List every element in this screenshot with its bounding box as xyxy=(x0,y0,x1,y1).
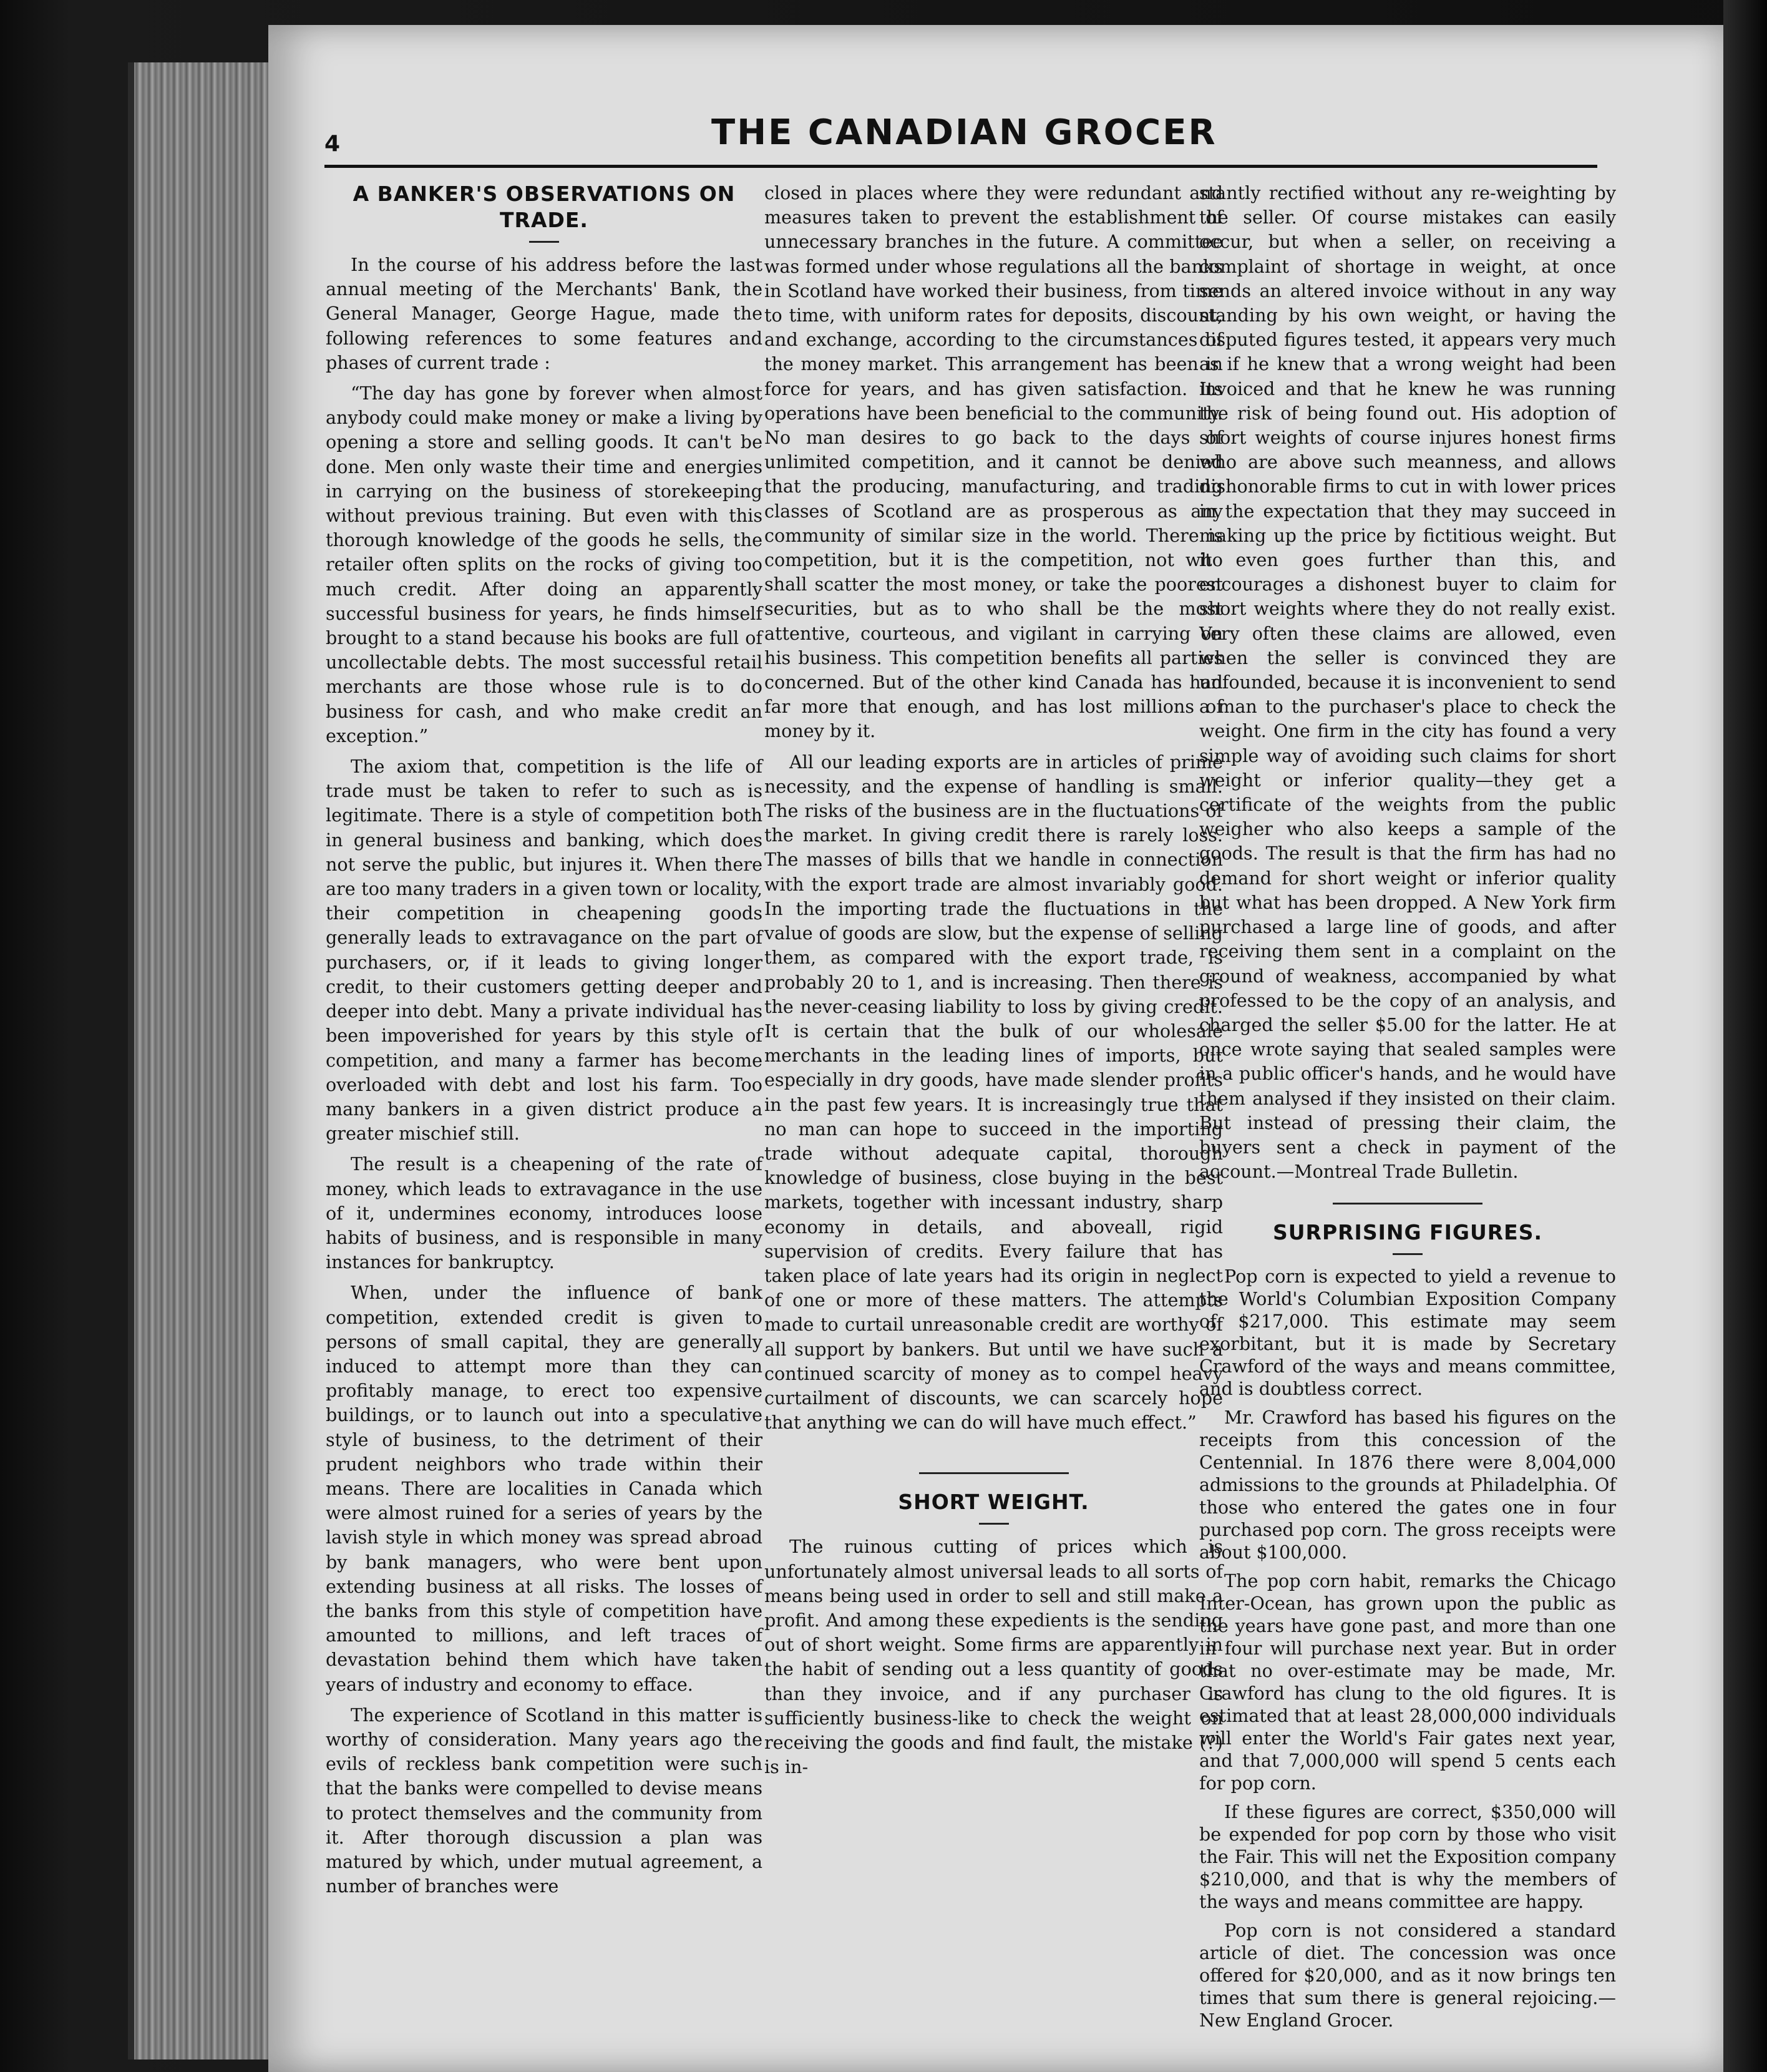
article-paragraph: When, under the influence of bank competition, extended credit is given to persons of small capital, they are generally induced to attempt more than they can profitably manage, to erect too expensive buildings, or to launch out into a speculative style of business, to the detriment of their prudent neighbors who trade within their means. There are localities in Canada which were almost ruined for a series of years by the lavish style in which money was spread abroad by bank managers, who were bent upon extending business at all risks. The losses of the banks from this style of competition have amounted to millions, and left traces of devastation behind them which have taken years of industry and economy to efface. xyxy=(326,1282,762,1695)
column-3 xyxy=(1199,181,1616,2031)
title-dash xyxy=(979,1523,1009,1525)
column-1 xyxy=(326,181,762,1899)
header-rule xyxy=(324,165,1597,168)
article-paragraph-continued: closed in places where they were redundant and measures taken to prevent the establishment of unnecessary branches in the future. A committee was formed under whose regulations all the banks in Scotland have worked their business, from time to time, with uniform rates for deposits, discount, and exchange, according to the circumstances of the money market. This arrangement has been in force for years, and has given satisfaction. Its operations have been beneficial to the community. No man desires to go back to the days of unlimited competition, and it cannot be denied that the producing, manufacturing, and trading classes of Scotland are as prosperous as any community of similar size in the world. There is competition, but it is the competition, not who shall scatter the most money, or take the poorest securities, but as to who shall be the most attentive, courteous, and vigilant in carrying on his business. This competition benefits all parties concerned. But of the other kind Canada has had far more that enough, and has lost millions of money by it. xyxy=(764,182,1223,742)
article-title-bankers-observations: A BANKER'S OBSERVATIONS ON TRADE. xyxy=(353,182,736,232)
article-paragraph: The result is a cheapening of the rate of money, which leads to extravagance in the use of it, undermines economy, introduces loose habits of business, and is responsible in many instances for bankruptcy. xyxy=(326,1153,762,1273)
article-separator xyxy=(919,1472,1069,1474)
article-separator xyxy=(1333,1203,1482,1205)
masthead-title: THE CANADIAN GROCER xyxy=(711,112,1217,153)
article-title-short-weight: SHORT WEIGHT. xyxy=(898,1490,1089,1515)
article-title-surprising-figures: SURPRISING FIGURES. xyxy=(1272,1220,1543,1245)
scan-right-border xyxy=(1723,0,1767,2072)
column-2 xyxy=(764,181,1223,1779)
book-page-edges xyxy=(128,62,278,2060)
article-paragraph: The experience of Scotland in this matter is worthy of consideration. Many years ago the evils of reckless bank competition were such that the banks were compelled to devise means to protect themselves and the community from it. After thorough discussion a plan was matured by which, under mutual agreement, a number of branches were xyxy=(326,1704,762,1897)
page-number: 4 xyxy=(324,131,341,157)
title-dash xyxy=(529,241,559,243)
article-paragraph: The ruinous cutting of prices which is unfortunately almost universal leads to all sorts of means being used in order to sell and still make a profit. And among these expedients is the sending out of short weight. Some firms are apparently in the habit of sending out a less quantity of goods than they invoice, and if any purchaser is sufficiently business-like to check the weight on receiving the goods and find fault, the mistake (?) is in- xyxy=(764,1536,1223,1778)
article-paragraph-continued: stantly rectified without any re-weighting by the seller. Of course mistakes can easily occur, but when a seller, on receiving a complaint of shortage in weight, at once sends an altered invoice without in any way standing by his own weight, or having the disputed figures tested, it appears very much as if he knew that a wrong weight had been invoiced and that he knew he was running the risk of being found out. His adoption of short weights of course injures honest firms who are above such meanness, and allows dishonorable firms to cut in with lower prices in the expectation that they may succeed in making up the price by fictitious weight. But it even goes further than this, and encourages a dishonest buyer to claim for short weights where they do not really exist. Very often these claims are allowed, even when the seller is convinced they are unfounded, because it is inconvenient to send a man to the purchaser's place to check the weight. One firm in the city has found a very simple way of avoiding such claims for short weight or inferior quality—they get a certificate of the weights from the public weigher who also keeps a sample of the goods. The result is that the firm has had no demand for short weight or inferior quality but what has been dropped. A New York firm purchased a large line of goods, and after receiving them sent in a complaint on the ground of weakness, accompanied by what professed to be the copy of an analysis, and charged the seller $5.00 for the latter. He at once wrote saying that sealed samples were in a public officer's hands, and he would have them analysed if they insisted on their claim. But instead of pressing their claim, the buyers sent a check in payment of the account.—Montreal Trade Bulletin. xyxy=(1199,182,1616,1183)
title-dash xyxy=(1393,1253,1423,1255)
article-paragraph: In the course of his address before the last annual meeting of the Merchants' Bank, the General Manager, George Hague, made the following references to some features and phases of current trade : xyxy=(326,254,762,373)
article-paragraph: Mr. Crawford has based his figures on the receipts from this concession of the Centennial. In 1876 there were 8,004,000 admissions to the grounds at Philadelphia. Of those who entered the gates one in four purchased pop corn. The gross receipts were about $100,000. xyxy=(1199,1407,1616,1563)
article-paragraph: The pop corn habit, remarks the Chicago Inter-Ocean, has grown upon the public as the years have gone past, and more than one in four will purchase next year. But in order that no over-estimate may be made, Mr. Crawford has clung to the old figures. It is estimated that at least 28,000,000 individuals will enter the World's Fair gates next year, and that 7,000,000 will spend 5 cents each for pop corn. xyxy=(1199,1570,1616,1794)
article-paragraph: “The day has gone by forever when almost anybody could make money or make a living by opening a store and selling goods. It can't be done. Men only waste their time and energies in carrying on the business of storekeeping without previous training. But even with this thorough knowledge of the goods he sells, the retailer often splits on the rocks of giving too much credit. After doing an apparently successful business for years, he finds himself brought to a stand because his books are full of uncollectable debts. The most successful retail merchants are those whose rule is to do business for cash, and who make credit an exception.” xyxy=(326,383,762,746)
article-paragraph: All our leading exports are in articles of prime necessity, and the expense of handling is small. The risks of the business are in the fluctuations of the market. In giving credit there is rarely loss. The masses of bills that we handle in connection with the export trade are almost invariably good. In the importing trade the fluctuations in the value of goods are slow, but the expense of selling them, as compared with the export trade, is probably 20 to 1, and is increasing. Then there is the never-ceasing liability to loss by giving credit. It is certain that the bulk of our wholesale merchants in the leading lines of imports, but especially in dry goods, have made slender profits in the past few years. It is increasingly true that no man can hope to succeed in the importing trade without adequate capital, thorough knowledge of business, close buying in the best markets, together with incessant industry, sharp economy in details, and aboveall, rigid supervision of credits. Every failure that has taken place of late years had its origin in neglect of one or more of these matters. The attempts made to curtail unreasonable credit are worthy of all support by bankers. But until we have such a continued scarcity of money as to compel heavy curtailment of discounts, we can scarcely hope that anything we can do will have much effect.” xyxy=(764,751,1223,1434)
page-header xyxy=(324,106,1597,162)
article-paragraph: Pop corn is expected to yield a revenue to the World's Columbian Exposition Company of $217,000. This estimate may seem exorbitant, but it is made by Secretary Crawford of the ways and means committee, and is doubtless correct. xyxy=(1199,1266,1616,1400)
article-paragraph: If these figures are correct, $350,000 will be expended for pop corn by those who visit the Fair. This will net the Exposition company $210,000, and that is why the members of the ways and means committee are happy. xyxy=(1199,1801,1616,1913)
article-paragraph: The axiom that, competition is the life of trade must be taken to refer to such as is legitimate. There is a style of competition both in general business and banking, which does not serve the public, but injures it. When there are too many traders in a given town or locality, their competition in cheapening goods generally leads to extravagance on the part of purchasers, or, if it leads to giving longer credit, to their customers getting deeper and deeper into debt. Many a private individual has been impoverished for years by this style of competition, and many a farmer has become overloaded with debt and lost his farm. Too many bankers in a given district produce a greater mischief still. xyxy=(326,756,762,1145)
article-paragraph: Pop corn is not considered a standard article of diet. The concession was once offered for $20,000, and as it now brings ten times that sum there is general rejoicing.—New England Grocer. xyxy=(1199,1920,1616,2031)
